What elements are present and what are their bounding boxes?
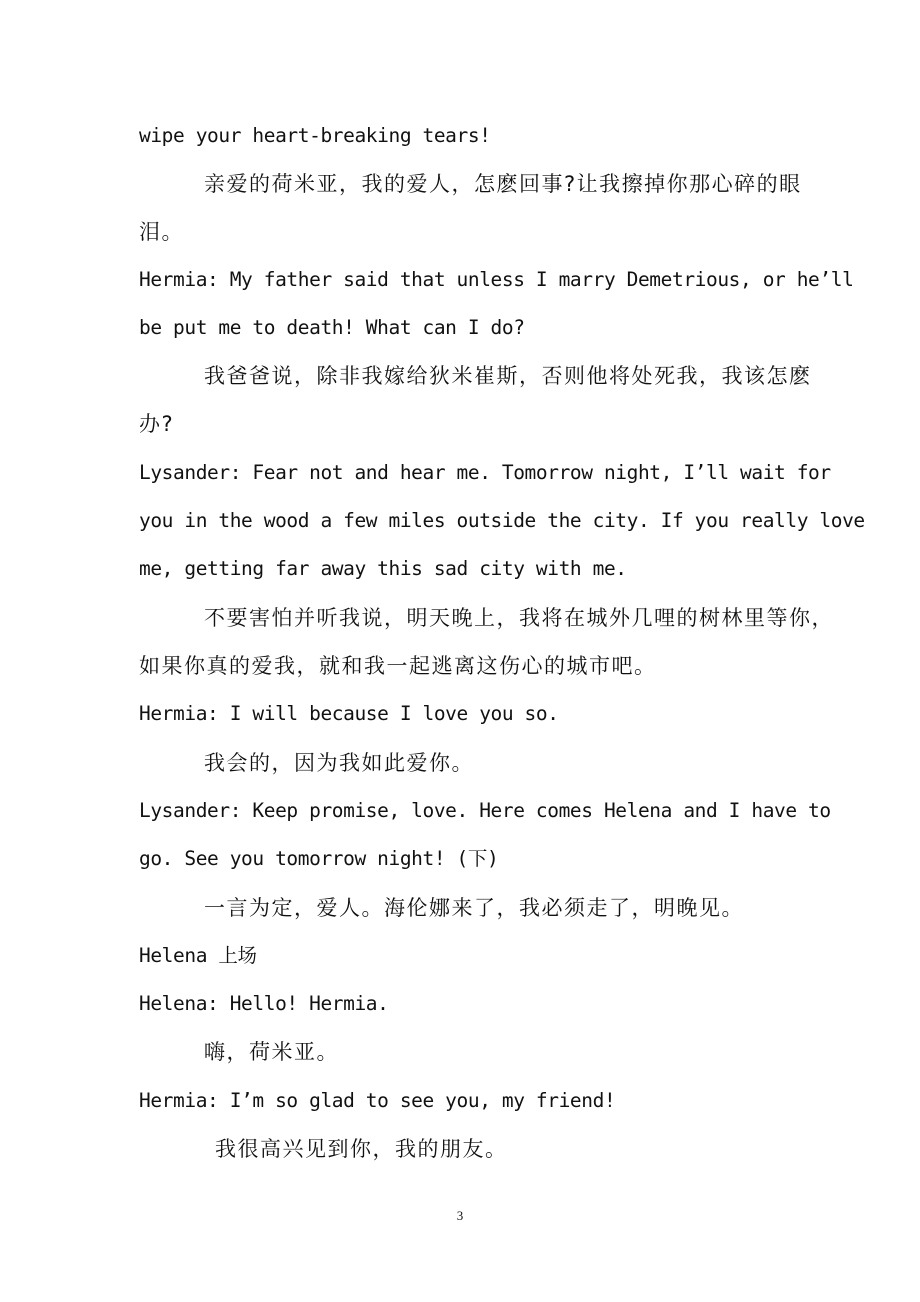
text-line: 一言为定，爱人。海伦娜来了，我必须走了，明晚见。 xyxy=(204,896,744,920)
text-line: Helena 上场 xyxy=(139,944,257,967)
text-line: 我爸爸说，除非我嫁给狄米崔斯，否则他将处死我，我该怎麽 xyxy=(204,364,812,388)
text-line: Hermia: I’m so glad to see you, my friend! xyxy=(139,1089,616,1112)
text-line: Helena: Hello! Hermia. xyxy=(139,992,389,1015)
text-line: me, getting far away this sad city with me. xyxy=(139,557,627,580)
text-line: 办? xyxy=(139,412,175,436)
text-line: 嗨，荷米亚。 xyxy=(204,1040,339,1064)
text-line: Lysander: Fear not and hear me. Tomorrow night, I’ll wait for xyxy=(139,461,831,484)
text-line: 不要害怕并听我说，明天晚上，我将在城外几哩的树林里等你， xyxy=(204,606,834,630)
text-line: go. See you tomorrow night! (下) xyxy=(139,847,499,870)
page-number: 3 xyxy=(456,1208,464,1223)
text-line: be put me to death! What can I do? xyxy=(139,316,525,339)
text-line: Hermia: My father said that unless I marry Demetrious, or he’ll xyxy=(139,268,854,291)
text-line: Hermia: I will because I love you so. xyxy=(139,702,559,725)
text-line: 如果你真的爱我，就和我一起逃离这伤心的城市吧。 xyxy=(139,654,657,678)
text-line: 泪。 xyxy=(139,220,184,244)
text-line: 我很高兴见到你，我的朋友。 xyxy=(215,1137,508,1161)
text-line: 亲爱的荷米亚，我的爱人，怎麽回事?让我擦掉你那心碎的眼 xyxy=(204,172,802,196)
text-line: 我会的，因为我如此爱你。 xyxy=(204,751,474,775)
text-line: you in the wood a few miles outside the city. If you really love xyxy=(139,509,865,532)
text-line: wipe your heart-breaking tears! xyxy=(139,124,491,147)
text-line: Lysander: Keep promise, love. Here comes Helena and I have to xyxy=(139,799,831,822)
